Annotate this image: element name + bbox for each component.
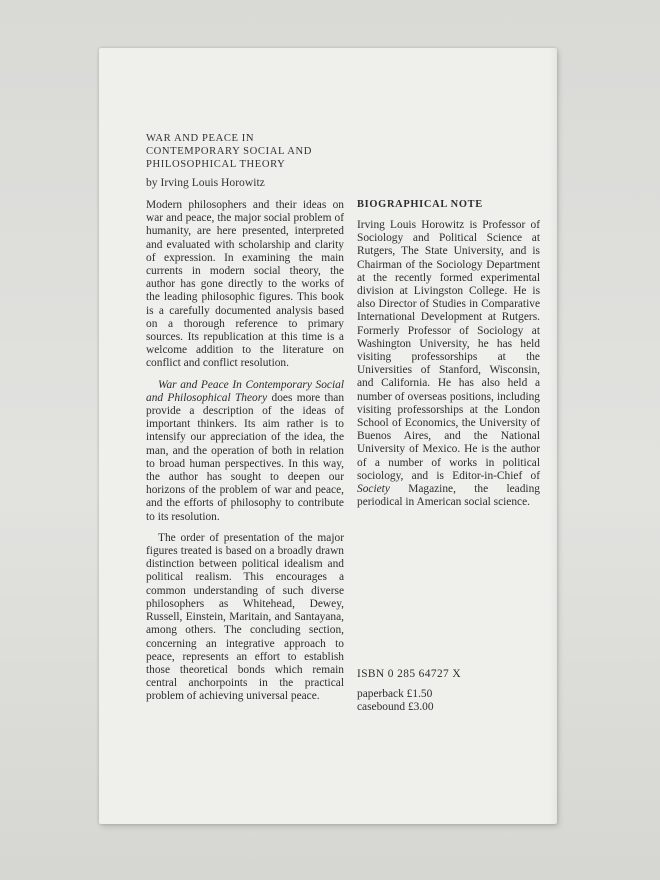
book-title-line-3: PHILOSOPHICAL THEORY (146, 159, 286, 170)
biographical-note-text (357, 219, 540, 509)
title-block (146, 132, 366, 190)
blurb-paragraph-2-text: does more than provide a description of the ideas of important thinkers. Its aim rather is to intensify our appreciation of the idea, the man, and the operation of both in relation to broad human perspectives. In this way, the author has sought to deepen our horizons of the problem of war and peace, and the efforts of philosophy to contribute to its resolution. (146, 391, 345, 523)
isbn-number: ISBN 0 285 64727 X (357, 668, 462, 680)
author-byline: by Irving Louis Horowitz (146, 176, 265, 189)
blurb-paragraph-1: Modern philosophers and their ideas on war and peace, the major social problem of humanity, are here presented, interpreted and evaluated with scholarship and clarity of expression. In examining the main currents in modern social theory, the author has gone directly to the works of the leading philosophic figures. This book is a carefully documented analysis based on a thorough reference to primary sources. Its republication at this time is a welcome addition to the literature on conflict and conflict resolution. (146, 199, 344, 370)
price-row-casebound (357, 701, 434, 714)
blurb-paragraph-2 (146, 379, 344, 524)
blurb-column (146, 199, 344, 712)
book-back-cover (99, 48, 557, 824)
blurb-paragraph-3: The order of presentation of the major figures treated is based on a broadly drawn distinction between political idealism and political realism. This encourages a common understanding of such diverse philosophers as Whitehead, Dewey, Russell, Einstein, Maritain, and Santayana, among others. The concluding section, concerning an integrative approach to peace, represents an effort to establish those theoretical bonds which remain central anchorpoints in the practical problem of achieving universal peace. (146, 531, 344, 703)
price-label: casebound (357, 701, 406, 714)
price-label: paperback (357, 688, 404, 700)
cover-edge-shadow (549, 48, 557, 824)
blurb-book-title-italic: War and Peace In Contemporary Social and Philosophical Theory (146, 378, 344, 404)
price-row-paperback (357, 688, 434, 701)
biographical-note-column (357, 199, 540, 517)
biographical-note-heading: BIOGRAPHICAL NOTE (357, 199, 483, 210)
price-value: £1.50 (406, 688, 433, 700)
bio-text-part-2: Magazine, the leading periodical in American social science. (357, 483, 540, 509)
magazine-name: Society (357, 483, 390, 496)
price-list (357, 688, 434, 714)
book-title-line-2: CONTEMPORARY SOCIAL AND (146, 146, 313, 157)
book-title-line-1: WAR AND PEACE IN (146, 133, 255, 144)
price-value: £3.00 (407, 701, 434, 714)
bio-text-part-1: Irving Louis Horowitz is Professor of Sociology and Political Science at Rutgers, The State University, and is Chairman of the Sociology Department at the recently formed experimental division at Livingston College. He is also Director of Studies in Comparative International Development at Rutgers. Formerly Professor of Sociology at Washington University, he has held visiting professorships at the Universities of Stanford, Wisconsin, and California. He has also held a number of overseas positions, including visiting professorships at the London School of Economics, the University of Buenos Aires, and the National University of Mexico. He is the author of a number of works in political sociology, and is Editor-in-Chief of (357, 219, 540, 482)
